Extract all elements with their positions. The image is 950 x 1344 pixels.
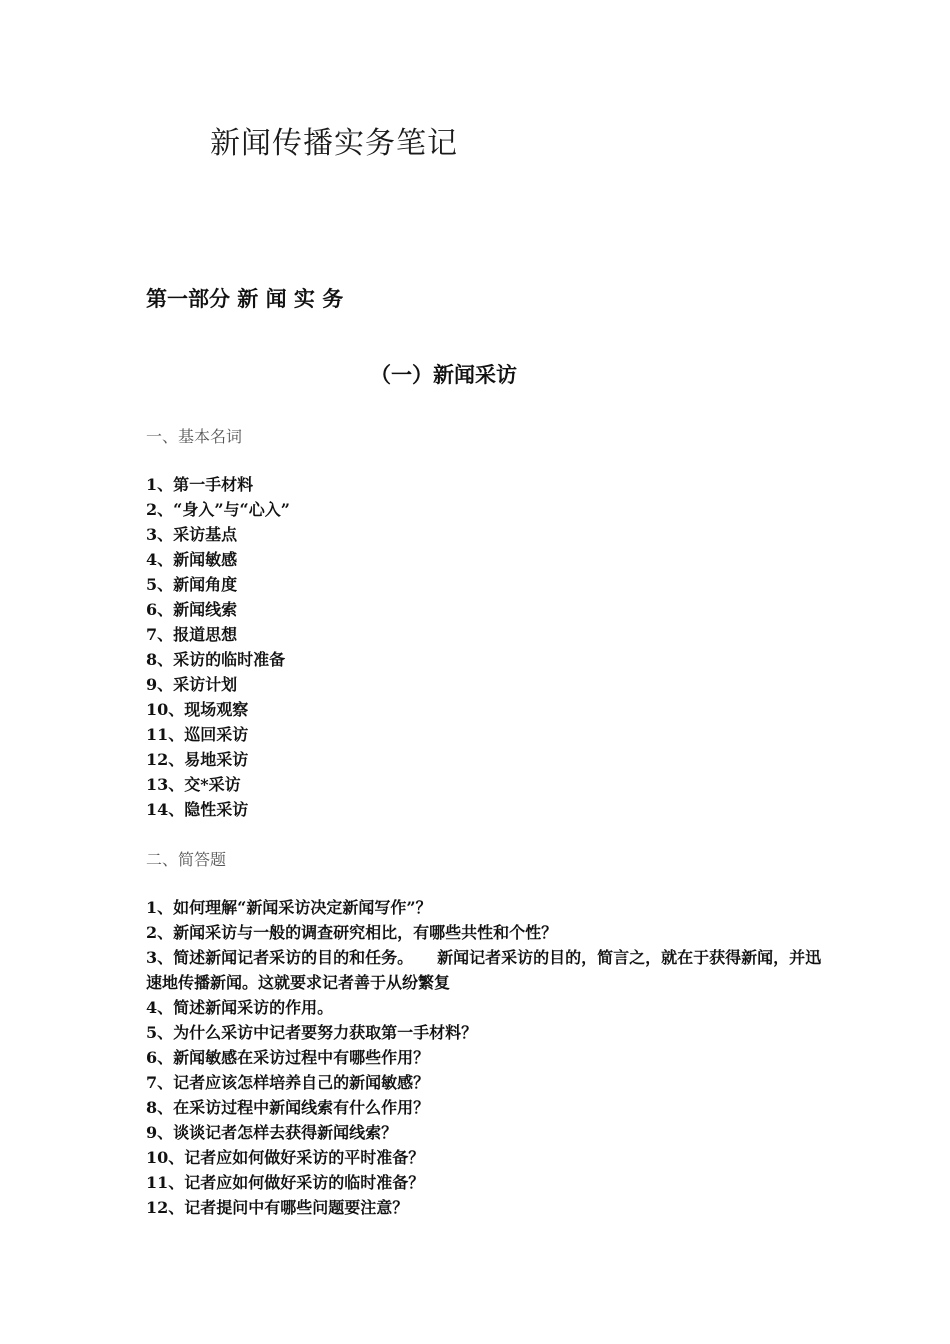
list-item: 5、为什么采访中记者要努力获取第一手材料？ bbox=[146, 1023, 478, 1042]
list-item: 10、现场观察 bbox=[146, 700, 249, 719]
list-item: 14、隐性采访 bbox=[146, 800, 249, 819]
list-item: 4、新闻敏感 bbox=[146, 550, 238, 569]
section-heading-terms: 一、基本名词 bbox=[146, 427, 243, 446]
list-item: 7、记者应该怎样培养自己的新闻敏感？ bbox=[146, 1073, 430, 1092]
list-item: 9、谈谈记者怎样去获得新闻线索？ bbox=[146, 1123, 398, 1142]
list-item: 11、记者应如何做好采访的临时准备？ bbox=[146, 1173, 425, 1192]
document-title: 新闻传播实务笔记 bbox=[210, 126, 458, 161]
section-heading-short-answer: 二、简答题 bbox=[146, 850, 227, 869]
list-item: 3、采访基点 bbox=[146, 525, 238, 544]
list-item: 9、采访计划 bbox=[146, 675, 238, 694]
list-item: 12、易地采访 bbox=[146, 750, 249, 769]
short-answer-list bbox=[146, 895, 826, 1220]
list-item: 2、“身入”与“心入” bbox=[146, 500, 290, 519]
chapter-title: （一）新闻采访 bbox=[370, 362, 517, 387]
list-item: 8、在采访过程中新闻线索有什么作用？ bbox=[146, 1098, 430, 1117]
part-title: 第一部分 新 闻 实 务 bbox=[146, 286, 344, 311]
list-item: 7、报道思想 bbox=[146, 625, 238, 644]
list-item: 5、新闻角度 bbox=[146, 575, 238, 594]
list-item: 6、新闻线索 bbox=[146, 600, 238, 619]
list-item: 1、第一手材料 bbox=[146, 475, 254, 494]
list-item: 4、简述新闻采访的作用。 bbox=[146, 998, 334, 1017]
list-item: 2、新闻采访与一般的调查研究相比，有哪些共性和个性？ bbox=[146, 923, 558, 942]
list-item: 12、记者提问中有哪些问题要注意？ bbox=[146, 1198, 409, 1217]
terms-list bbox=[146, 472, 290, 822]
list-item: 6、新闻敏感在采访过程中有哪些作用？ bbox=[146, 1048, 430, 1067]
list-item: 10、记者应如何做好采访的平时准备？ bbox=[146, 1148, 425, 1167]
list-item: 3、简述新闻记者采访的目的和任务。 新闻记者采访的目的，简言之，就在于获得新闻，并迅速地传播新闻。这就要求记者善于从纷繁复 bbox=[146, 948, 822, 992]
list-item: 13、交*采访 bbox=[146, 775, 241, 794]
list-item: 11、巡回采访 bbox=[146, 725, 249, 744]
list-item: 8、采访的临时准备 bbox=[146, 650, 286, 669]
list-item: 1、如何理解“新闻采访决定新闻写作”？ bbox=[146, 898, 432, 917]
